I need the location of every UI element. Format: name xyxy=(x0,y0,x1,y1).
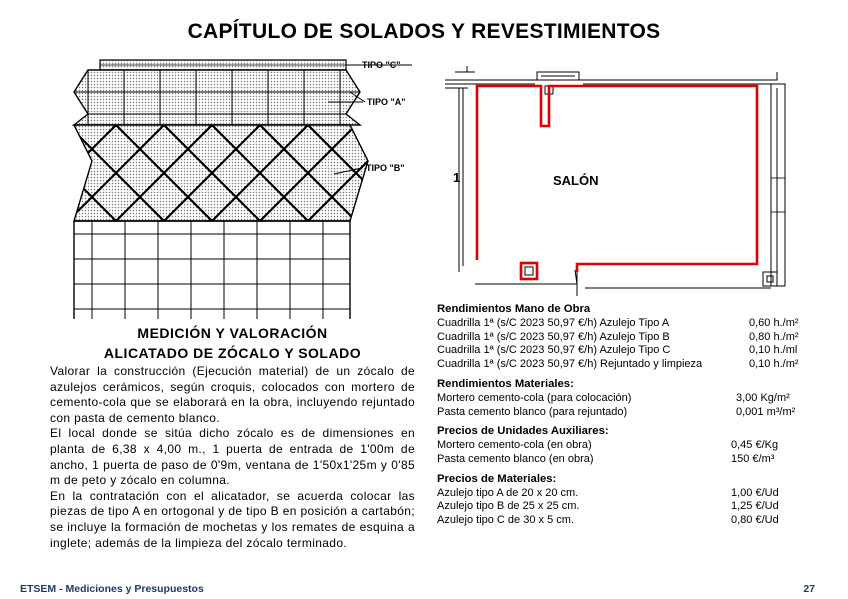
zocalo-outline xyxy=(477,86,757,279)
rendimientos-mano-obra-title: Rendimientos Mano de Obra xyxy=(437,303,591,315)
statement-text xyxy=(50,364,415,551)
rendimientos-materiales xyxy=(437,377,809,419)
label-tipo-a: TIPO "A" xyxy=(367,97,406,107)
data-tables xyxy=(437,302,809,533)
table-row: Pasta cemento blanco (en obra) 150 €/m³ xyxy=(437,452,775,465)
paragraph-3: En la contratación con el alicatador, se acuerda colocar las piezas de tipo A en ortogonal y de tipo B en posición a cartabón; se incluye la formación de mochetas y los remates de esquina a inglete; además de la limpieza del zócalo terminado. xyxy=(50,488,415,550)
precios-auxiliares-title: Precios de Unidades Auxiliares: xyxy=(437,425,609,438)
page-number: 27 xyxy=(803,583,815,595)
precios-auxiliares xyxy=(437,424,809,466)
label-tipo-b: TIPO "B" xyxy=(366,163,405,173)
table-row: Cuadrilla 1ª (s/C 2023 50,97 €/h) Rejuntado y limpieza 0,10 h./m² xyxy=(437,358,799,371)
table-row: Azulejo tipo C de 30 x 5 cm. 0,80 €/Ud xyxy=(437,514,779,527)
floor-plan-figure xyxy=(445,58,820,300)
section-heading-2: ALICATADO DE ZÓCALO Y SOLADO xyxy=(103,345,362,361)
paragraph-2: El local donde se sitúa dicho zócalo es de dimensiones en planta de 6,38 x 4,00 m., 1 puerta de entrada de 1'00m de ancho, 1 puerta de paso de 0'9m, ventana de 1'50x1'25m y 0'85 m de peto y zócalo en columna. xyxy=(50,426,415,488)
table-row: Mortero cemento-cola (en obra) 0,45 €/Kg xyxy=(437,439,779,452)
label-tipo-c: TIPO "C" xyxy=(362,60,401,70)
room-label: SALÓN xyxy=(553,173,599,188)
room-number: 1 xyxy=(453,170,461,185)
table-row: Cuadrilla 1ª (s/C 2023 50,97 €/h) Azulejo Tipo B 0,80 h./m² xyxy=(437,330,799,343)
precios-materiales-title: Precios de Materiales: xyxy=(437,472,557,485)
rendimientos-materiales-title: Rendimientos Materiales: xyxy=(437,377,574,390)
table-row: Mortero cemento-cola (para colocación) 3,00 Kg/m² xyxy=(437,391,790,404)
table-row: Cuadrilla 1ª (s/C 2023 50,97 €/h) Azulejo Tipo A 0,60 h./m² xyxy=(437,317,799,329)
paragraph-1: Valorar la construcción (Ejecución material) de un zócalo de azulejos cerámicos, según croquis, colocados con mortero de cemento-cola que se elaborará en la obra, incluyendo rejuntado con pasta de cemento blanco. xyxy=(50,364,415,425)
page-title: CAPÍTULO DE SOLADOS Y REVESTIMIENTOS xyxy=(187,20,661,43)
section-heading-1: MEDICIÓN Y VALORACIÓN xyxy=(137,325,328,341)
footer-course: ETSEM - Mediciones y Presupuestos xyxy=(20,583,204,595)
table-row: Azulejo tipo A de 20 x 20 cm. 1,00 €/Ud xyxy=(437,486,779,499)
table-row: Pasta cemento blanco (para rejuntado) 0,001 m³/m² xyxy=(437,405,796,418)
tile-pattern-figure xyxy=(60,56,435,319)
rendimientos-mano-obra xyxy=(437,302,809,372)
table-row: Azulejo tipo B de 25 x 25 cm. 1,25 €/Ud xyxy=(437,500,779,513)
table-row: Cuadrilla 1ª (s/C 2023 50,97 €/h) Azulejo Tipo C 0,10 h./ml xyxy=(437,344,798,357)
precios-materiales xyxy=(437,472,809,528)
